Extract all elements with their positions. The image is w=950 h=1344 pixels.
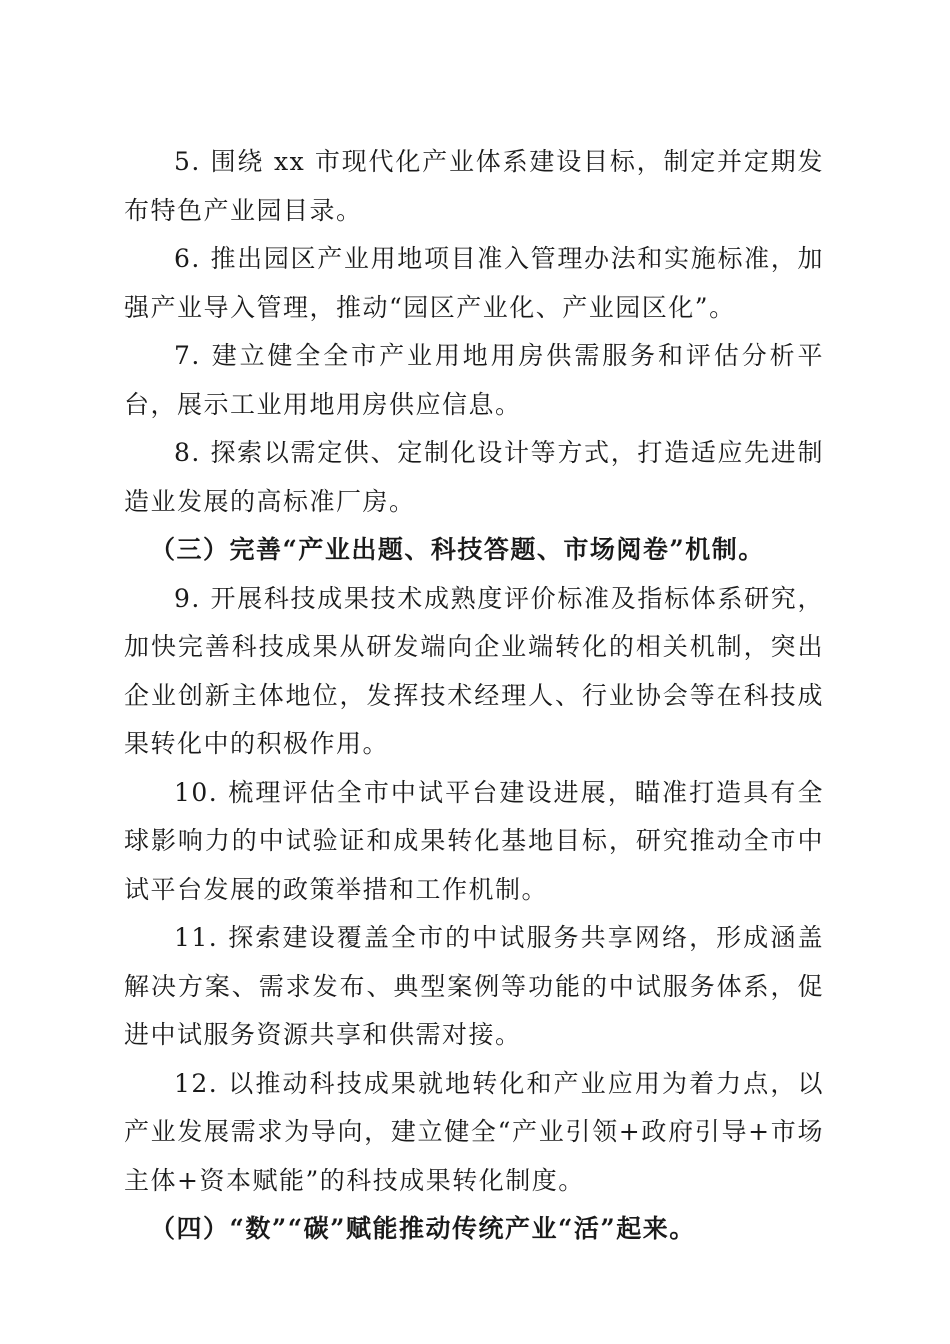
document-body (124, 138, 824, 1254)
paragraph-item-9: 9. 开展科技成果技术成熟度评价标准及指标体系研究，加快完善科技成果从研发端向企业端转化的相关机制，突出企业创新主体地位，发挥技术经理人、行业协会等在科技成果转化中的积极作用。 (124, 583, 824, 758)
paragraph-item-7: 7. 建立健全全市产业用地用房供需服务和评估分析平台，展示工业用地用房供应信息。 (124, 341, 824, 419)
paragraph-item-8: 8. 探索以需定供、定制化设计等方式，打造适应先进制造业发展的高标准厂房。 (124, 438, 824, 516)
section-heading-3: （三）完善“产业出题、科技答题、市场阅卷”机制。 (150, 535, 765, 564)
paragraph-item-6: 6. 推出园区产业用地项目准入管理办法和实施标准，加强产业导入管理，推动“园区产业化、产业园区化”。 (124, 244, 824, 322)
paragraph-item-5: 5. 围绕 xx 市现代化产业体系建设目标，制定并定期发布特色产业园目录。 (124, 147, 824, 225)
paragraph-item-11: 11. 探索建设覆盖全市的中试服务共享网络，形成涵盖解决方案、需求发布、典型案例等功能的中试服务体系，促进中试服务资源共享和供需对接。 (124, 923, 824, 1049)
paragraph-item-12: 12. 以推动科技成果就地转化和产业应用为着力点，以产业发展需求为导向，建立健全“产业引领+政府引导+市场主体+资本赋能”的科技成果转化制度。 (124, 1068, 824, 1195)
section-heading-4: （四）“数”“碳”赋能推动传统产业“活”起来。 (150, 1214, 696, 1243)
paragraph-item-10: 10. 梳理评估全市中试平台建设进展，瞄准打造具有全球影响力的中试验证和成果转化基地目标，研究推动全市中试平台发展的政策举措和工作机制。 (124, 777, 824, 904)
